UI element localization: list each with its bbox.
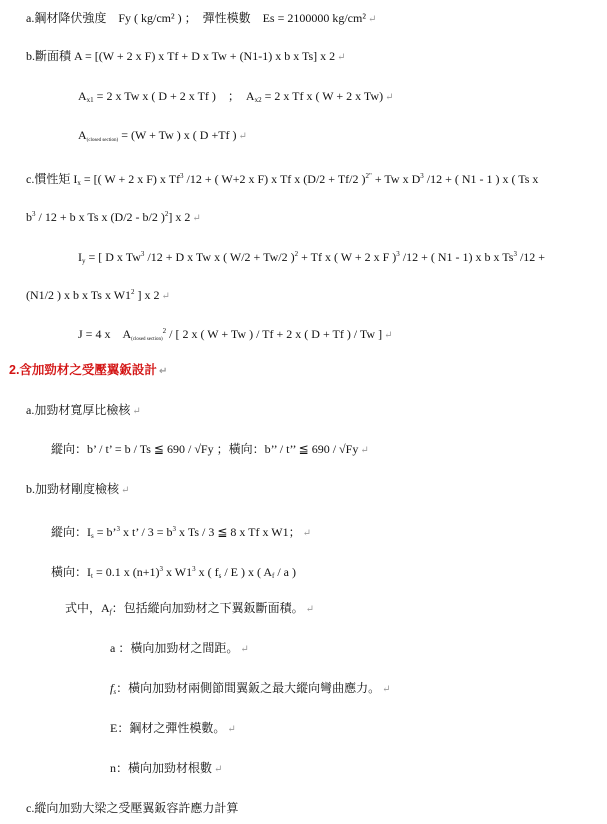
closed-section-area-line: $A_{(closed section)} = (W + Tw$ ) x ( D +Tf ) ↵ — [78, 128, 247, 143]
section-heading: 2.含加勁材之受壓翼鈑設計 ↵ — [9, 363, 168, 377]
paragraph-mark-icon: ↵ — [227, 724, 236, 735]
paragraph-mark-icon: ↵ — [192, 213, 201, 224]
paragraph-mark-icon: ↵ — [382, 684, 391, 695]
stiffness-check-title: b.加勁材剛度檢核 ↵ — [26, 482, 130, 496]
inertia-x-line-2: $b^3 / 12 + b$ x Ts x (D/2 - b/2 )$^2$] x 2 ↵ — [26, 210, 201, 224]
area-components-line: $A_{x1} = 2$ x Tw x ( D + 2 x Tf ) ； $A_{x2} = 2$ x Tf x ( W + 2 x Tw) ↵ — [78, 89, 394, 104]
paragraph-mark-icon: ↵ — [161, 291, 170, 302]
definition-fs: $f_s$：橫向加勁材兩側節間翼鈑之最大縱向彎曲應力。 ↵ — [110, 681, 391, 696]
width-thickness-check-title: a.加勁材寬厚比檢核 ↵ — [26, 403, 141, 417]
inertia-y-line-2: (N1/2 ) x b x Ts x $W1^2$ ] x 2 ↵ — [26, 288, 170, 302]
paragraph-mark-icon: ↵ — [305, 604, 315, 615]
paragraph-mark-icon: ↵ — [385, 92, 394, 103]
transverse-stiffness-formula: 橫向：$I_t = 0.1$ x $(n+1)^3$ x $W1^3$ x ( $f_s$ / E ) x ( $A_f$ / a ) — [51, 565, 296, 580]
inertia-x-line-1: c.慣性矩 $I_x$ = [( W + 2 x F) x Tf$^3$ /12 + ( W+2 x F) x Tf x (D/2 + Tf/2 )$^{2"}$ + Tw x $D^3$ /12 + ( N1 - 1 ) x ( Ts x — [26, 172, 539, 187]
steel-yield-line: a.鋼材降伏強度 Fy ( kg/cm² ) ； 彈性模數 Es = 2100000 kg/cm² ↵ — [26, 11, 377, 25]
torsion-constant-line: J = 4 x $A_{(closed section)}^2$ / [ 2 x ( W + Tw ) / Tf + 2 x ( D + Tf ) / Tw ] ↵ — [78, 327, 393, 342]
paragraph-mark-icon: ↵ — [132, 406, 141, 417]
paragraph-mark-icon: ↵ — [121, 485, 130, 496]
definition-e: E：鋼材之彈性模數。 ↵ — [110, 721, 236, 735]
paragraph-mark-icon: ↵ — [240, 644, 249, 655]
paragraph-mark-icon: ↵ — [384, 330, 393, 341]
definition-a: a ：橫向加勁材之間距。 ↵ — [110, 641, 249, 655]
definition-n: n：橫向加勁材根數 ↵ — [110, 761, 223, 775]
paragraph-mark-icon: ↵ — [367, 14, 377, 25]
inertia-y-line-1: $I_y$ = [ D x Tw$^3$ /12 + D x Tw x ( W/2 + Tw/2 )$^2$ + Tf x ( W + 2 x F )$^3$ /12 + ( N1 - 1) x b x Ts$^3$ /12 + — [78, 250, 546, 265]
definition-af: 式中，$A_f$：包括縱向加勁材之下翼鈑斷面積。 ↵ — [65, 601, 315, 616]
paragraph-mark-icon: ↵ — [158, 366, 168, 377]
longitudinal-stiffness-formula: 縱向：$I_s$ = b’$^3$ x t’ / $3 = b^3$ x Ts / 3 ≦ 8 x Tf x W1； ↵ — [51, 525, 311, 540]
paragraph-mark-icon: ↵ — [337, 52, 346, 63]
paragraph-mark-icon: ↵ — [214, 764, 223, 775]
area-formula-line: b.斷面積 A = [(W + 2 x F) x Tf + D x Tw + (N1-1) x b x Ts] x 2 ↵ — [26, 49, 346, 63]
width-thickness-formula: 縱向：b’ / t’ = b / Ts ≦ 690 / √Fy ；橫向：b’’ / t’’ ≦ 690 / √Fy ↵ — [51, 442, 369, 456]
paragraph-mark-icon: ↵ — [360, 445, 369, 456]
allowable-stress-title: c.縱向加勁大梁之受壓翼鈑容許應力計算 — [26, 801, 239, 815]
paragraph-mark-icon: ↵ — [302, 528, 311, 539]
paragraph-mark-icon: ↵ — [238, 131, 247, 142]
